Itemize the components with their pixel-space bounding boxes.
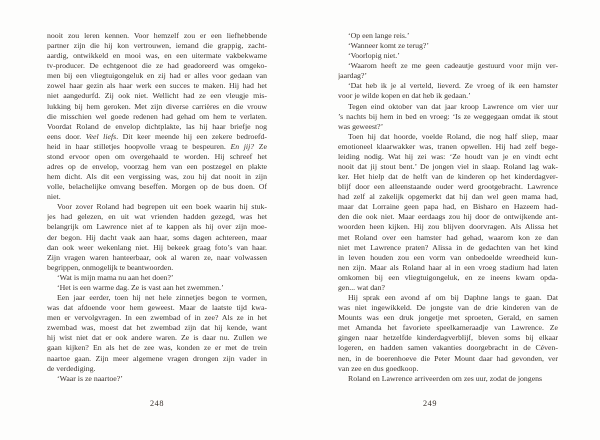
text-segment: was dat afdoende voor hem geweest. Maar de laatste tijd kwa- bbox=[47, 303, 267, 313]
text-line bbox=[47, 283, 267, 293]
text-line bbox=[338, 142, 558, 152]
text-segment: tv-producer. De echtgenoot die ze had geadoreerd was omgeko- bbox=[47, 61, 267, 71]
text-line bbox=[338, 91, 558, 101]
text-segment: Een jaar eerder, toen hij net hele zinnetjes begon te vormen, bbox=[57, 293, 267, 303]
text-line bbox=[47, 192, 267, 202]
text-segment: was geweest?’ bbox=[338, 121, 384, 131]
text-segment: ker. Het hielp dat de helft van de kinderen op het kinderdagver- bbox=[338, 172, 558, 182]
text-segment: leiding nodig. Wat hij zei was: ‘Ze houdt van je en vindt echt bbox=[338, 151, 558, 161]
page-number-right: 249 bbox=[422, 399, 438, 408]
text-line bbox=[47, 354, 267, 364]
text-line bbox=[47, 61, 267, 71]
text-line bbox=[338, 51, 558, 61]
text-line bbox=[338, 122, 558, 132]
text-line bbox=[47, 182, 267, 192]
page-number-left: 248 bbox=[149, 399, 165, 408]
text-line bbox=[47, 233, 267, 243]
text-segment: ‘Dat heb ik je al verteld, lieverd. Ze vroeg of ik een hamster bbox=[348, 81, 558, 91]
text-segment: volle, belachelijke omvang beseffen. Morgen op de bus doen. Of bbox=[47, 182, 267, 192]
text-line bbox=[338, 263, 558, 273]
text-line bbox=[47, 122, 267, 132]
text-line bbox=[338, 172, 558, 182]
text-segment: niet. bbox=[47, 192, 61, 202]
text-segment: ‘Waarom heeft ze me geen cadeautje gestuurd voor mijn ver- bbox=[348, 61, 558, 71]
text-line bbox=[47, 132, 267, 142]
text-segment: eens door. bbox=[47, 131, 86, 141]
text-line bbox=[47, 81, 267, 91]
text-line bbox=[338, 192, 558, 202]
text-line bbox=[338, 202, 558, 212]
text-segment: was niet ingewikkeld. De jongste van de drie kinderen van de bbox=[338, 303, 558, 313]
text-line bbox=[338, 162, 558, 172]
text-line bbox=[47, 333, 267, 343]
text-segment: lukking bij hem geroken. Met zijn diverse carrières en die vrouw bbox=[47, 101, 267, 111]
text-line bbox=[338, 152, 558, 162]
text-line bbox=[47, 152, 267, 162]
text-line bbox=[47, 374, 267, 384]
text-line bbox=[338, 222, 558, 232]
italic-text-segment: En jij? bbox=[230, 141, 255, 151]
text-segment: belangrijk om Lawrence niet af te kappen als hij over zijn moe- bbox=[47, 222, 267, 232]
text-segment: ‘Waar is ze naartoe?’ bbox=[57, 373, 123, 383]
text-segment: logeren, en hadden samen vakanties doorgebracht in de Céven- bbox=[338, 343, 558, 353]
text-segment: jes had gelezen, en uit wat vrienden hadden gezegd, was het bbox=[47, 212, 267, 222]
text-segment: stond ervoor open om overgehaald te worden. Hij schreef het bbox=[47, 151, 267, 161]
text-line bbox=[338, 182, 558, 192]
text-segment: adres op de envelop, voorzag hem van een postzegel en plakte bbox=[47, 162, 267, 172]
text-line bbox=[47, 142, 267, 152]
text-segment: hij wist niet dat er ook andere waren. Ze is daar nu. Zullen we bbox=[47, 333, 267, 343]
text-segment: ‘Op een lange reis.’ bbox=[348, 31, 410, 40]
text-line bbox=[47, 364, 267, 374]
text-segment: nooit zou leren kennen. Voor hemzelf zou er een liefhebbende bbox=[47, 31, 267, 40]
text-line bbox=[338, 253, 558, 263]
text-line bbox=[338, 303, 558, 313]
text-line bbox=[338, 102, 558, 112]
text-segment: in leven houden zou een vorm van onbedoelde wreedheid kun- bbox=[338, 252, 558, 262]
text-segment: ‘Voorlopig niet.’ bbox=[348, 51, 400, 61]
text-segment: zowel haar gezin als haar werk een succes te maken. Hij had het bbox=[47, 81, 267, 91]
text-line bbox=[338, 364, 558, 374]
text-line bbox=[47, 31, 267, 41]
text-line bbox=[47, 162, 267, 172]
text-segment: gingen naar hetzelfde kinderdagverblijf, bleven soms bij elkaar bbox=[338, 333, 558, 343]
text-line bbox=[47, 253, 267, 263]
text-line bbox=[47, 273, 267, 283]
text-line bbox=[338, 132, 558, 142]
text-segment: heid in haar stilletjes hoopvolle vraag te bespeuren. bbox=[47, 141, 231, 151]
text-line bbox=[338, 243, 558, 253]
text-segment: ‘Wanneer komt ze terug?’ bbox=[348, 41, 429, 51]
text-line bbox=[47, 202, 267, 212]
text-segment: begrippen, onmogelijk te beantwoorden. bbox=[47, 262, 174, 272]
text-line bbox=[47, 222, 267, 232]
text-segment: ’s nachts bij hem in bed en vroeg: ‘Is ze weggegaan omdat ik stout bbox=[338, 111, 558, 121]
text-line bbox=[338, 233, 558, 243]
text-line bbox=[338, 343, 558, 353]
text-segment: . Dit keer meende hij een zekere bedroefd- bbox=[116, 131, 267, 141]
text-segment: Voor zover Roland had begrepen uit een boek waarin hij stuk- bbox=[57, 202, 267, 212]
text-segment: partner zijn die hij kon vertrouwen, iemand die grappig, zacht- bbox=[47, 41, 267, 51]
text-segment: met Amanda het favoriete speelkameraadje van Lawrence. Ze bbox=[338, 323, 558, 333]
italic-text-segment: Veel liefs bbox=[85, 131, 117, 141]
text-line bbox=[47, 263, 267, 273]
page-left-text bbox=[47, 31, 267, 384]
text-segment: woorden heen kijken. Hij zou blijven doorvragen. Als Alissa het bbox=[338, 222, 558, 232]
text-line bbox=[338, 212, 558, 222]
text-segment: de verdediging. bbox=[47, 363, 96, 373]
text-segment: der begon. Hij dacht vaak aan haar, soms dagen achtereen, maar bbox=[47, 232, 267, 242]
text-segment: die misschien wel goede redenen had gehad om hem te verlaten. bbox=[47, 111, 267, 121]
text-segment: Zijn vragen waren hanteerbaar, ook al waren ze, naar volwassen bbox=[47, 252, 267, 262]
text-line bbox=[47, 51, 267, 61]
text-line bbox=[338, 41, 558, 51]
text-segment: zwembad was, moest dat het zwembad zijn dat hij kende, want bbox=[47, 323, 267, 333]
text-line bbox=[338, 31, 558, 41]
text-line bbox=[338, 323, 558, 333]
text-segment: gaan kijken? En als het de zee was, konden ze er met de trein bbox=[47, 343, 267, 353]
text-segment: Toen hij dat hoorde, voelde Roland, die nog half sliep, maar bbox=[348, 131, 558, 141]
text-segment: den die ook niet. Maar eerdaags zou hij door de ontwijkende ant- bbox=[338, 212, 558, 222]
text-segment: nooit dat jij stout bent.’ De jongen viel in slaap. Roland lag wak- bbox=[338, 162, 558, 172]
text-segment: maar dat Lorraine geen papa had, en Bisharo en Hazeem had- bbox=[338, 202, 558, 212]
text-line bbox=[338, 313, 558, 323]
text-segment: ‘Het is een warme dag. Ze is vast aan het zwemmen.’ bbox=[57, 282, 224, 292]
text-segment: men bij een vliegtuigongeluk en zij had er alles voor gedaan van bbox=[47, 71, 267, 81]
text-segment: Mounts was een druk jongetje met sproeten, Gerald, en samen bbox=[338, 313, 558, 323]
text-segment: met Roland over een hamster had gehad, waarom kon ze dan bbox=[338, 232, 558, 242]
text-segment: nen, in de boerenhoeve die Peter Mount daar had gevonden, ver bbox=[338, 353, 558, 363]
text-segment: niet met Lawrence praten? Alissa in de gedachten van het kind bbox=[338, 242, 558, 252]
text-line bbox=[338, 293, 558, 303]
text-line bbox=[338, 354, 558, 364]
text-line bbox=[47, 293, 267, 303]
text-segment: voor je wilde kopen en dat heb ik gedaan.’ bbox=[338, 91, 471, 101]
text-segment: van zee en dus goedkoop. bbox=[338, 363, 419, 373]
text-segment: Ze bbox=[254, 141, 267, 151]
text-segment: Voordat Roland de envelop dichtplakte, las hij haar briefje nog bbox=[47, 121, 267, 131]
text-segment: hem dicht. Als dit een vergissing was, zou hij dat nooit in zijn bbox=[47, 172, 267, 182]
text-segment: had zelf al zakelijk opgemerkt dat hij dan wel geen mama had, bbox=[338, 192, 558, 202]
text-line bbox=[47, 212, 267, 222]
text-line bbox=[338, 374, 558, 384]
text-line bbox=[47, 303, 267, 313]
text-segment: naartoe gaan. Zijn meer algemene vragen drongen zijn vader in bbox=[47, 353, 267, 363]
text-segment: Roland en Lawrence arriveerden om zes uur, zodat de jongens bbox=[348, 373, 543, 383]
text-line bbox=[47, 323, 267, 333]
text-segment: omkomen bij een vliegtuigongeluk, en ze ineens kwam opda- bbox=[338, 272, 558, 282]
text-segment: niet aangedurfd. Zij ook niet. Wellicht had ze een vleugje mis- bbox=[47, 91, 267, 101]
text-line bbox=[47, 91, 267, 101]
text-line bbox=[47, 112, 267, 122]
text-line bbox=[47, 71, 267, 81]
text-line bbox=[47, 172, 267, 182]
text-line bbox=[338, 333, 558, 343]
text-line bbox=[338, 273, 558, 283]
page-right-text bbox=[338, 31, 558, 384]
text-line bbox=[47, 343, 267, 353]
text-line bbox=[47, 243, 267, 253]
text-segment: jaardag?’ bbox=[338, 71, 367, 81]
text-segment: blijf door een alleenstaande ouder werd grootgebracht. Lawrence bbox=[338, 182, 558, 192]
text-line bbox=[47, 102, 267, 112]
text-segment: Tegen eind oktober van dat jaar kroop Lawrence om vier uur bbox=[348, 101, 558, 111]
text-segment: emotioneel klaarwakker was, tranen opwellen. Hij had zelf bege- bbox=[338, 141, 558, 151]
text-segment: Hij sprak een avond af om bij Daphne langs te gaan. Dat bbox=[348, 293, 558, 303]
text-segment: nen zijn. Maar als Roland haar al in een vroeg stadium had laten bbox=[338, 262, 558, 272]
text-line bbox=[338, 71, 558, 81]
text-line bbox=[47, 41, 267, 51]
text-segment: gen... wat dan? bbox=[338, 282, 385, 292]
text-segment: dan ook weer wekenlang niet. Hij bekeek graag foto’s van haar. bbox=[47, 242, 267, 252]
text-segment: ‘Wat is mijn mama nu aan het doen?’ bbox=[57, 272, 174, 282]
text-line bbox=[338, 283, 558, 293]
text-segment: aardig, ontwikkeld en mooi was, en een uitermate vakbekwame bbox=[47, 51, 267, 61]
text-line bbox=[338, 61, 558, 71]
text-line bbox=[338, 112, 558, 122]
text-line bbox=[47, 313, 267, 323]
text-segment: men er vervolgvragen. In een zwembad of in zee? Als ze in het bbox=[47, 313, 267, 323]
text-line bbox=[338, 81, 558, 91]
